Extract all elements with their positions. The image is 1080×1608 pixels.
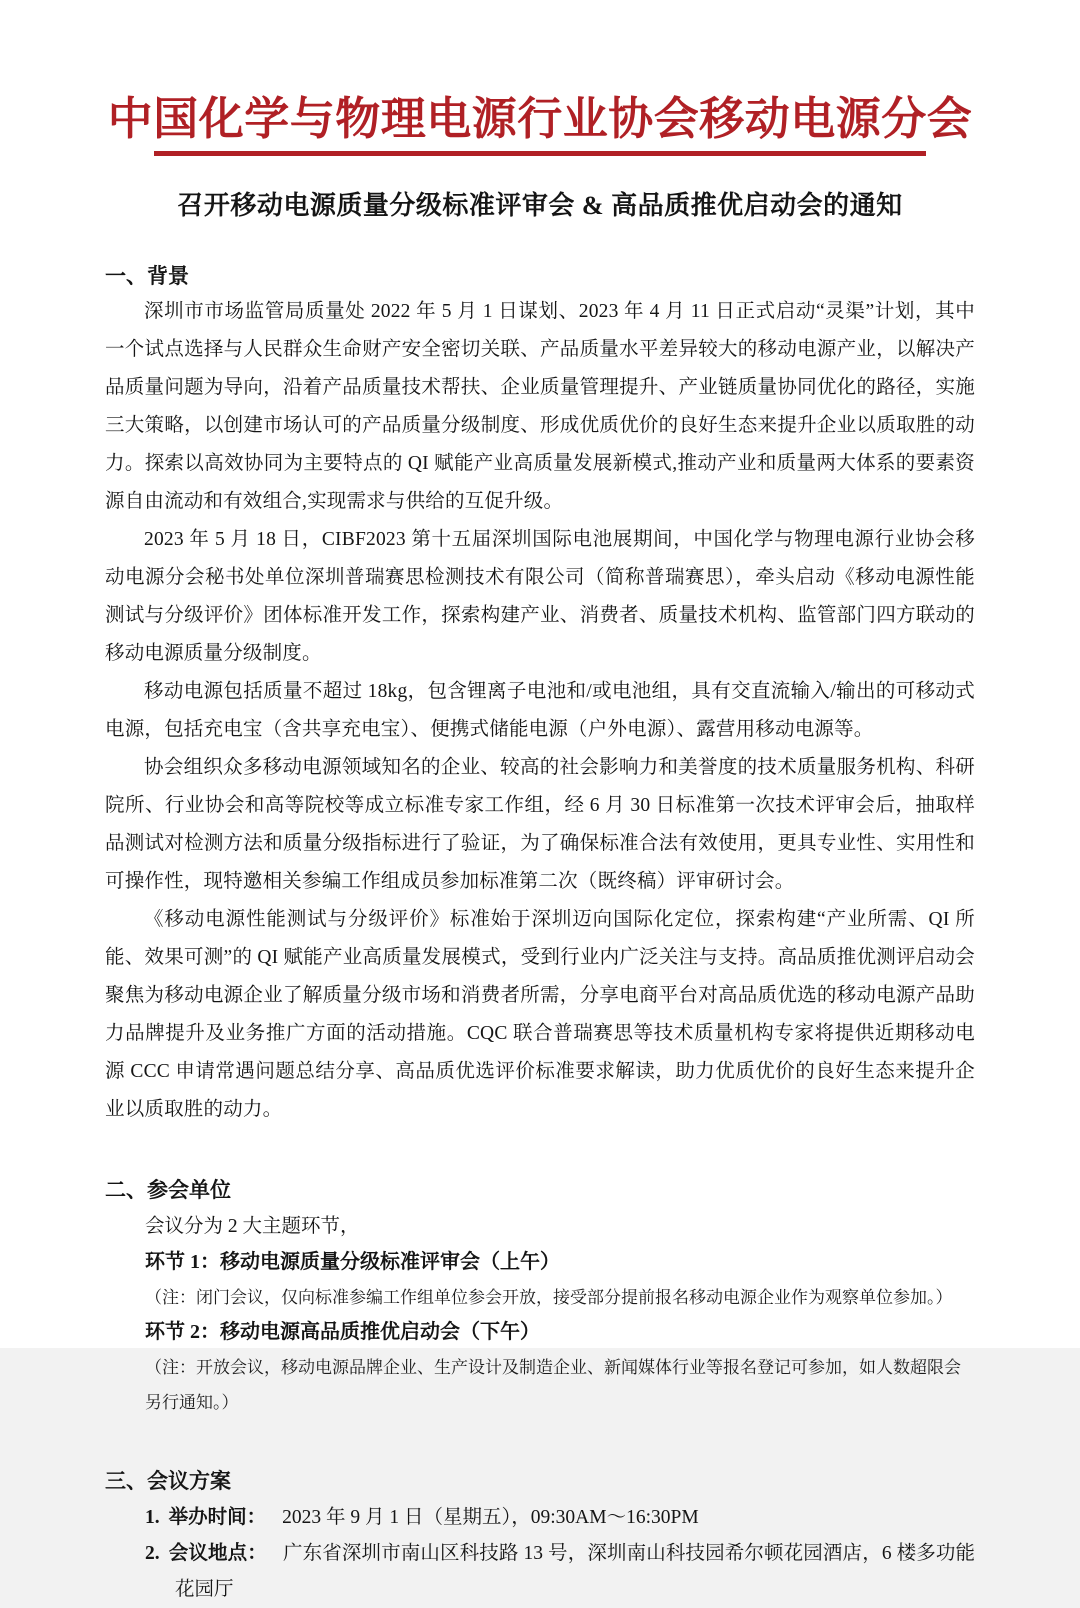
session-1-note: （注：闭门会议，仅向标准参编工作组单位参会开放，接受部分提前报名移动电源企业作为观察单位参加。） [145,1288,953,1308]
document-header [105,92,975,221]
session-1-title: 环节 1：移动电源质量分级标准评审会（上午） [145,1251,560,1274]
participants-heading: 二、参会单位 [105,1178,231,1203]
plan-item-number: 1. [145,1507,160,1529]
background-paragraph: 深圳市市场监管局质量处 2022 年 5 月 1 日谋划、2023 年 4 月 11 日正式启动“灵渠”计划，其中一个试点选择与人民群众生命财产安全密切关联、产品质量水平差异较大的移动电源产业，以解决产品质量问题为导向，沿着产品质量技术帮扶、企业质量管理提升、产业链质量协同优化的路径，实施三大策略，以创建市场认可的产品质量分级制度、形成优质优价的良好生态来提升企业以质取胜的动力。探索以高效协同为主要特点的 QI 赋能产业高质量发展新模式,推动产业和质量两大体系的要素资源自由流动和有效组合,实现需求与供给的互促升级。 [105,301,975,513]
plan-item-value: 2023 年 9 月 1 日（星期五），09:30AM～16:30PM [282,1507,699,1529]
plan-item-time [145,1500,975,1536]
org-title: 中国化学与物理电源行业协会移动电源分会 [107,93,973,144]
background-paragraph: 《移动电源性能测试与分级评价》标准始于深圳迈向国际化定位，探索构建“产业所需、QI 所能、效果可测”的 QI 赋能产业高质量发展模式，受到行业内广泛关注与支持。高品质推优测评启动会聚焦为移动电源企业了解质量分级市场和消费者所需，分享电商平台对高品质优选的移动电源产品助力品牌提升及业务推广方面的活动措施。CQC 联合普瑞赛思等技术质量机构专家将提供近期移动电源 CCC 申请常遇问题总结分享、高品质优选评价标准要求解读，助力优质优价的良好生态来提升企业以质取胜的动力。 [105,909,975,1121]
session-2-note: （注：开放会议，移动电源品牌企业、生产设计及制造企业、新闻媒体行业等报名登记可参加，如人数超限会另行通知。） [145,1358,961,1413]
plan-heading: 三、会议方案 [105,1469,231,1494]
background-paragraph: 2023 年 5 月 18 日，CIBF2023 第十五届深圳国际电池展期间，中国化学与物理电源行业协会移动电源分会秘书处单位深圳普瑞赛思检测技术有限公司（简称普瑞赛思），牵头启动《移动电源性能测试与分级评价》团体标准开发工作，探索构建产业、消费者、质量技术机构、监管部门四方联动的移动电源质量分级制度。 [105,529,975,665]
section-background [105,259,975,1129]
plan-item-label: 会议地点： [168,1543,267,1565]
doc-title: 召开移动电源质量分级标准评审会 & 高品质推优启动会的通知 [177,191,903,220]
plan-item-location [145,1536,975,1608]
plan-item-number: 2. [145,1543,160,1565]
section-participants [105,1173,975,1420]
background-paragraph: 协会组织众多移动电源领域知名的企业、较高的社会影响力和美誉度的技术质量服务机构、科研院所、行业协会和高等院校等成立标准专家工作组，经 6 月 30 日标准第一次技术评审会后，抽取样品测试对检测方法和质量分级指标进行了验证，为了确保标准合法有效使用，更具专业性、实用性和可操作性，现特邀相关参编工作组成员参加标准第二次（既终稿）评审研讨会。 [105,757,975,893]
plan-item-value: 广东省深圳市南山区科技路 13 号，深圳南山科技园希尔顿花园酒店，6 楼多功能花园厅 [175,1543,975,1601]
session-2-title: 环节 2：移动电源高品质推优启动会（下午） [145,1321,540,1344]
background-paragraph: 移动电源包括质量不超过 18kg，包含锂离子电池和/或电池组，具有交直流输入/输出的可移动式电源，包括充电宝（含共享充电宝）、便携式储能电源（户外电源）、露营用移动电源等。 [105,681,975,741]
background-heading: 一、背景 [105,264,189,289]
plan-list [145,1500,975,1608]
section-plan [105,1464,975,1608]
participants-intro: 会议分为 2 大主题环节， [145,1216,360,1238]
plan-item-label: 举办时间： [168,1507,267,1529]
title-underline-rule [154,151,926,156]
